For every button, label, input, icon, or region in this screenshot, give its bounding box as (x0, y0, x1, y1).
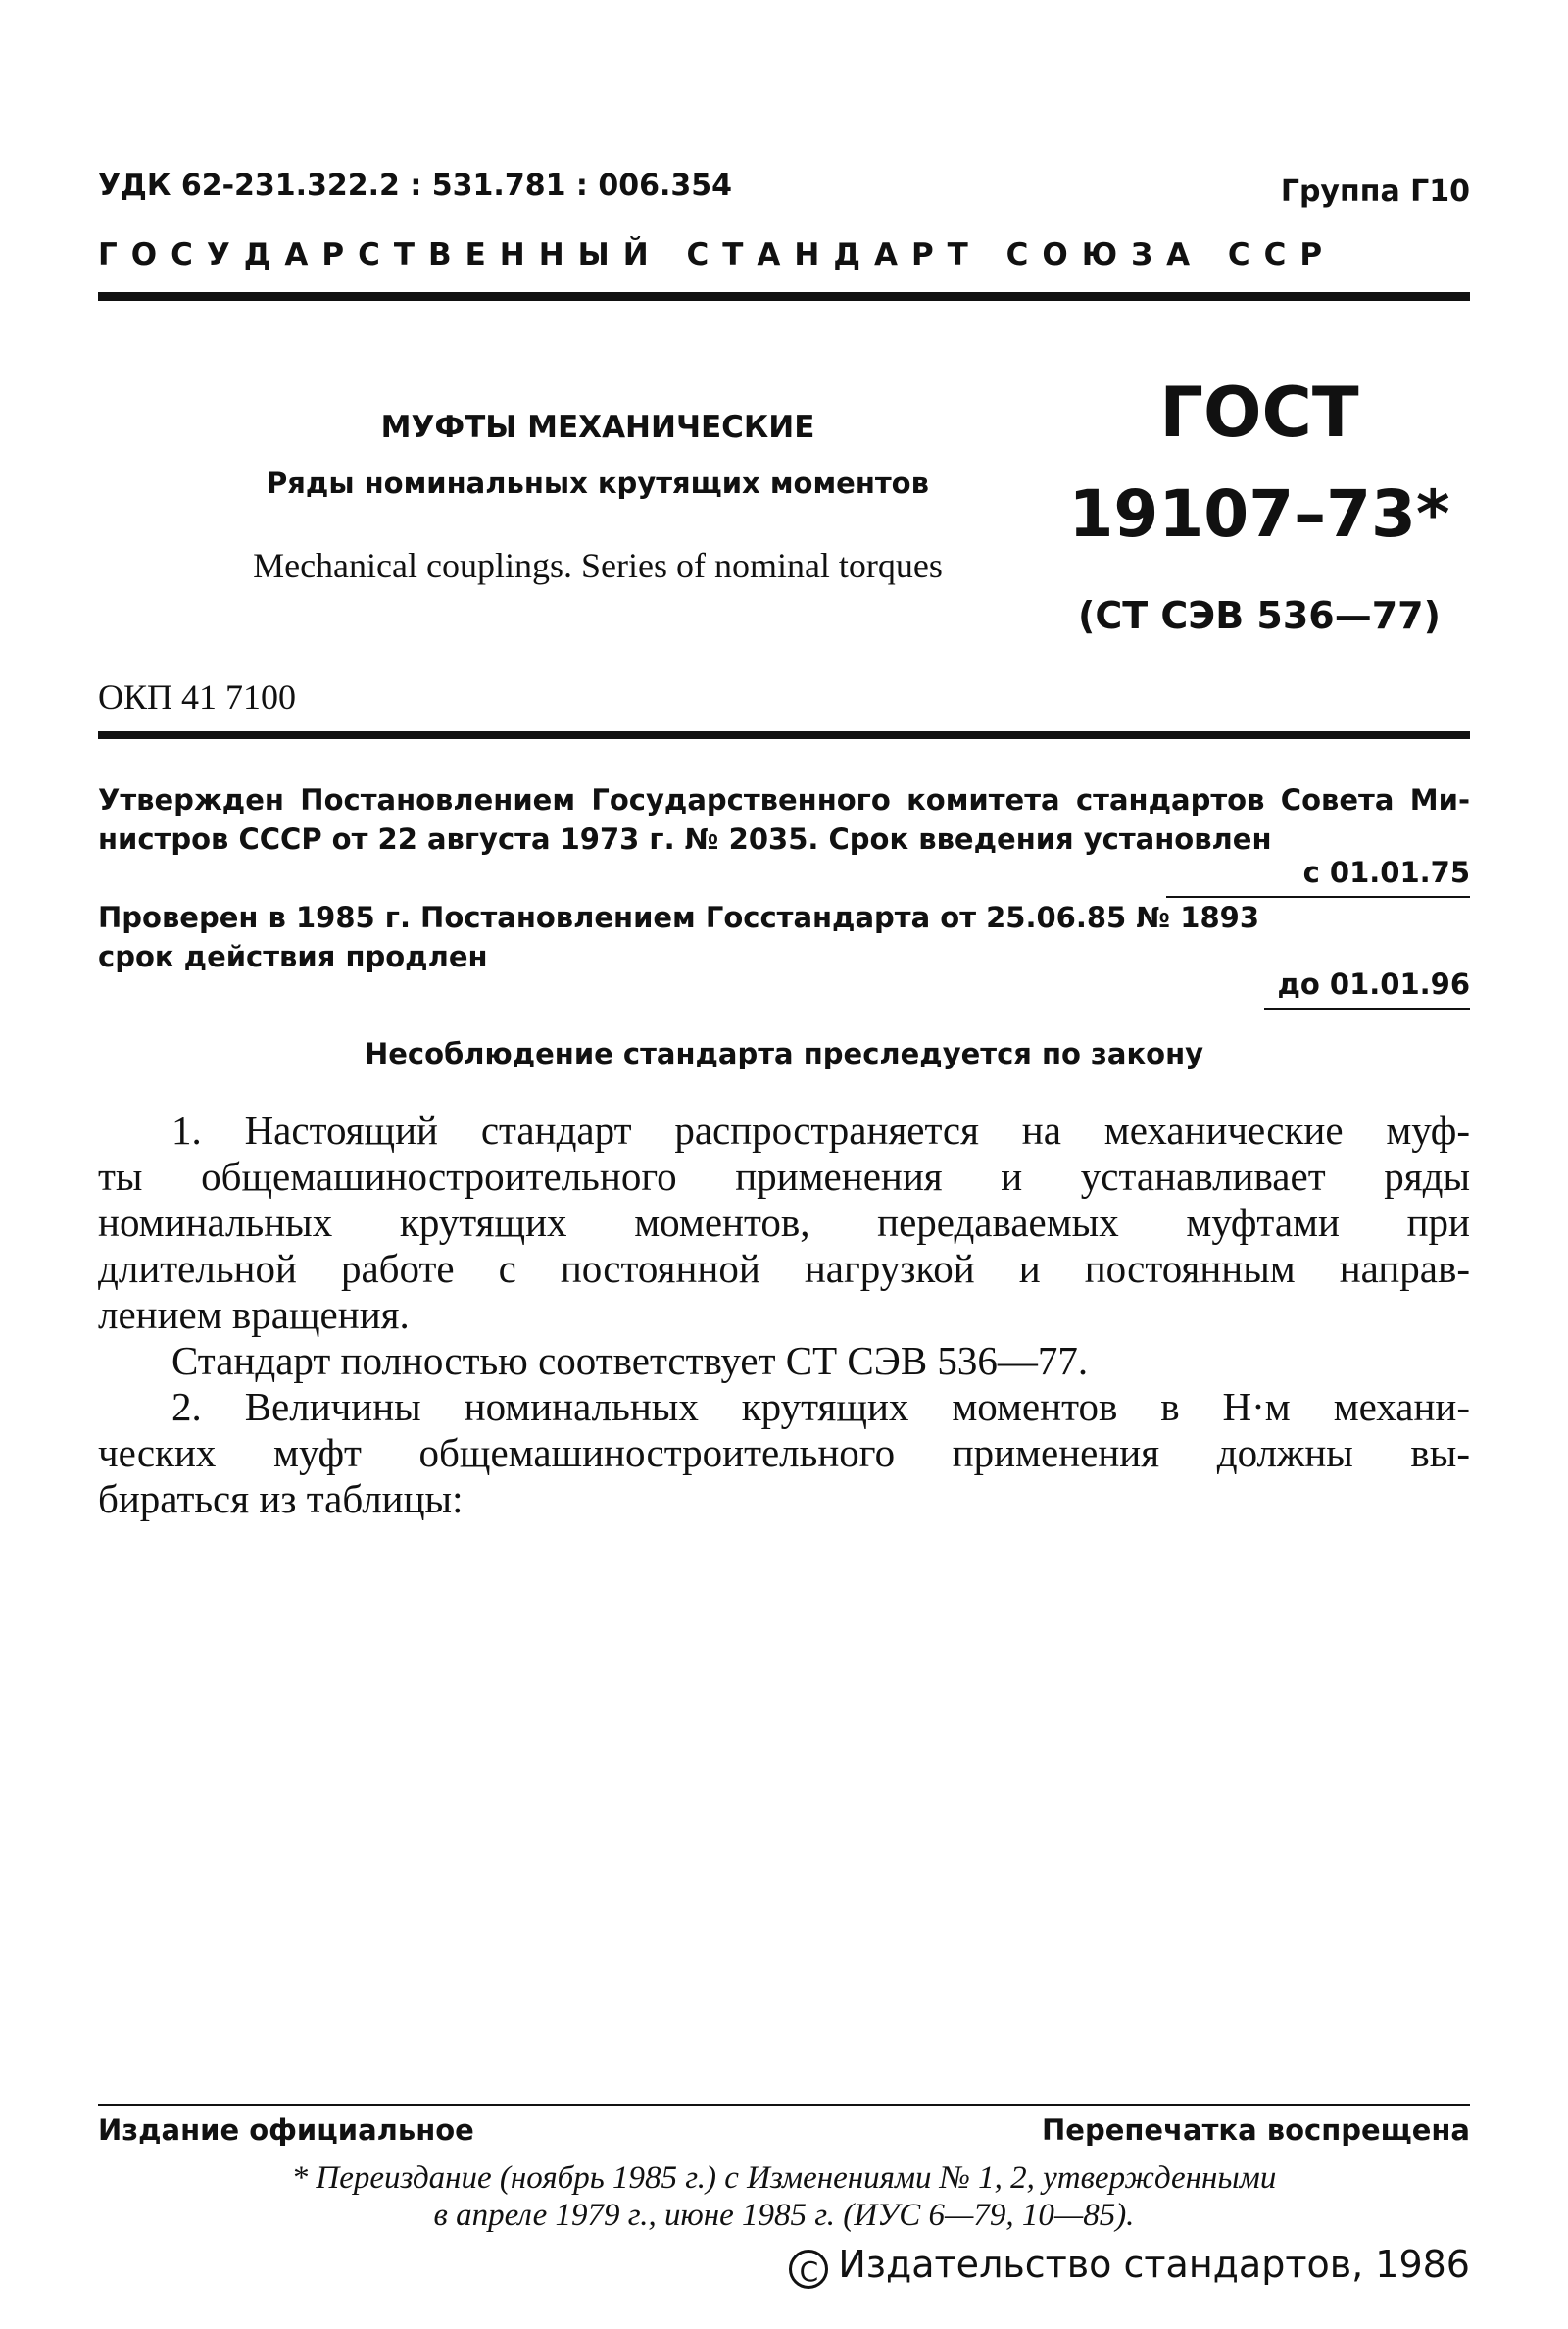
body-paragraph-3-line: 2. Величины номинальных крутящих моментов в Н·м механи- (172, 1384, 1470, 1429)
document-title: МУФТЫ МЕХАНИЧЕСКИЕ (380, 410, 815, 445)
document-title-english: Mechanical couplings. Series of nominal torques (253, 546, 943, 585)
extension-date: до 01.01.96 (1277, 967, 1470, 1001)
body-paragraph-1-line: лением вращения. (98, 1292, 410, 1337)
checked-text-line1: Проверен в 1985 г. Постановлением Госстандарта от 25.06.85 № 1893 (98, 901, 1260, 934)
checked-text-line2: срок действия продлен (98, 940, 488, 973)
approval-text-line2: нистров СССР от 22 августа 1973 г. № 2035. Срок введения установлен (98, 822, 1272, 856)
law-notice: Несоблюдение стандарта преследуется по закону (364, 1037, 1204, 1070)
reprint-note-line2: в апреле 1979 г., июне 1985 г. (ИУС 6—79, 10—85). (433, 2198, 1135, 2233)
approval-effective-date: с 01.01.75 (1302, 856, 1470, 889)
publisher-line (789, 2243, 1470, 2289)
official-edition-label: Издание официальное (98, 2113, 474, 2147)
body-paragraph-3-line: бираться из таблицы: (98, 1476, 464, 1521)
reprint-prohibited-label: Перепечатка воспрещена (1042, 2113, 1470, 2147)
copyright-icon: C (789, 2250, 828, 2289)
body-paragraph-1-line: длительной работе с постоянной нагрузкой и постоянным направ- (98, 1246, 1470, 1291)
body-paragraph-2: Стандарт полностью соответствует СТ СЭВ 536—77. (172, 1338, 1089, 1383)
body-paragraph-1-line: ты общемашиностроительного применения и устанавливает ряды (98, 1154, 1470, 1199)
gost-number: 19107–73* (1068, 476, 1450, 552)
extension-date-underline (1264, 1008, 1470, 1010)
state-standard-heading: ГОСУДАРСТВЕННЫЙ СТАНДАРТ СОЮЗА ССР (98, 237, 1337, 273)
okp-code: ОКП 41 7100 (98, 677, 297, 717)
group-code: Группа Г10 (1280, 174, 1470, 209)
body-paragraph-3-line: ческих муфт общемашиностроительного применения должны вы- (98, 1430, 1470, 1475)
body-paragraph-1-line: номинальных крутящих моментов, передаваемых муфтами при (98, 1200, 1470, 1245)
cmea-reference: (СТ СЭВ 536—77) (1078, 594, 1441, 637)
body-paragraph-1-line: 1. Настоящий стандарт распространяется на механические муф- (172, 1108, 1470, 1153)
reprint-note-line1: * Переиздание (ноябрь 1985 г.) с Изменениями № 1, 2, утвержденными (291, 2160, 1277, 2196)
gost-label: ГОСТ (1159, 372, 1359, 453)
approval-text-line1: Утвержден Постановлением Государственного комитета стандартов Совета Ми- (98, 783, 1470, 817)
udk-code: УДК 62-231.322.2 : 531.781 : 006.354 (98, 169, 732, 203)
header-rule (98, 292, 1470, 301)
publisher-name: Издательство стандартов, 1986 (838, 2243, 1470, 2286)
footer-rule (98, 2104, 1470, 2106)
document-subtitle: Ряды номинальных крутящих моментов (267, 467, 929, 500)
title-rule (98, 731, 1470, 739)
